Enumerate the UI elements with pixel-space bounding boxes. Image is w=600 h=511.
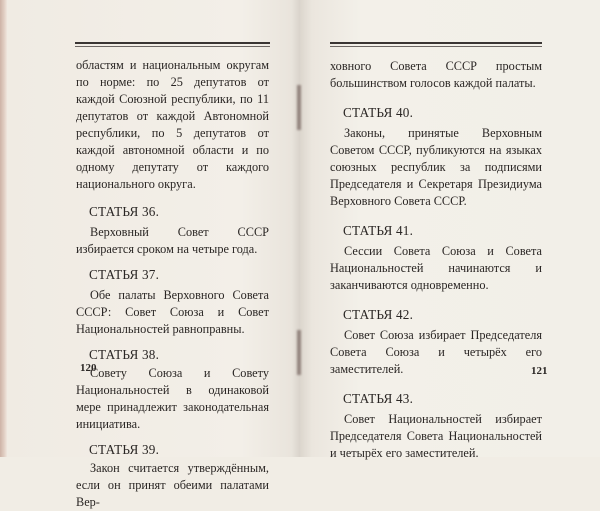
continuation-paragraph: ховного Совета СССР простым большинством голосов каждой палаты. (330, 59, 542, 90)
article-heading: СТАТЬЯ 37. (89, 267, 160, 282)
article-heading: СТАТЬЯ 43. (343, 391, 414, 406)
page-number-left: 120 (80, 362, 97, 374)
right-header-rule (330, 42, 542, 44)
binding-thread-top (297, 85, 301, 130)
article-heading: СТАТЬЯ 39. (89, 442, 160, 457)
continuation-paragraph: областям и национальным округам по норме: по 25 депутатов от каждой Союзной республики, по 11 депутатов от каждой Автономной республики, по 5 депутатов от каждой автономной области и по одному депутату от каждого национального округа. (76, 58, 269, 191)
article-text: Законы, принятые Верховным Советом СССР, публикуются на языках союзных республик за подписями Председателя и Секретаря Президиума Верховного Совета СССР. (330, 126, 542, 208)
left-header-rule (75, 42, 270, 44)
article-text: Обе палаты Верховного Совета СССР: Совет Союза и Совет Национальностей равноправны. (76, 288, 269, 336)
book-edge (0, 0, 7, 457)
article-text: Верховный Совет СССР избирается сроком на четыре года. (76, 225, 269, 256)
article-heading: СТАТЬЯ 41. (343, 223, 414, 238)
page-number-right: 121 (531, 365, 548, 377)
article-text: Совет Национальностей избирает Председателя Совета Национальностей и четырёх его заместителей. (330, 412, 542, 460)
article-text: Закон считается утверждённым, если он принят обеими палатами Вер- (76, 461, 269, 509)
article-heading: СТАТЬЯ 40. (343, 105, 414, 120)
binding-thread-bottom (297, 330, 301, 375)
article-text: Совету Союза и Совету Национальностей в одинаковой мере принадлежит законодательная инициатива. (76, 366, 269, 431)
left-text-column (76, 57, 269, 511)
article-heading: СТАТЬЯ 36. (89, 204, 160, 219)
article-text: Сессии Совета Союза и Совета Национальностей начинаются и заканчиваются одновременно. (330, 244, 542, 292)
right-text-column (330, 58, 542, 462)
article-heading: СТАТЬЯ 42. (343, 307, 414, 322)
article-heading: СТАТЬЯ 38. (89, 347, 160, 362)
article-text: Совет Союза избирает Председателя Совета Союза и четырёх его заместителей. (330, 328, 542, 376)
